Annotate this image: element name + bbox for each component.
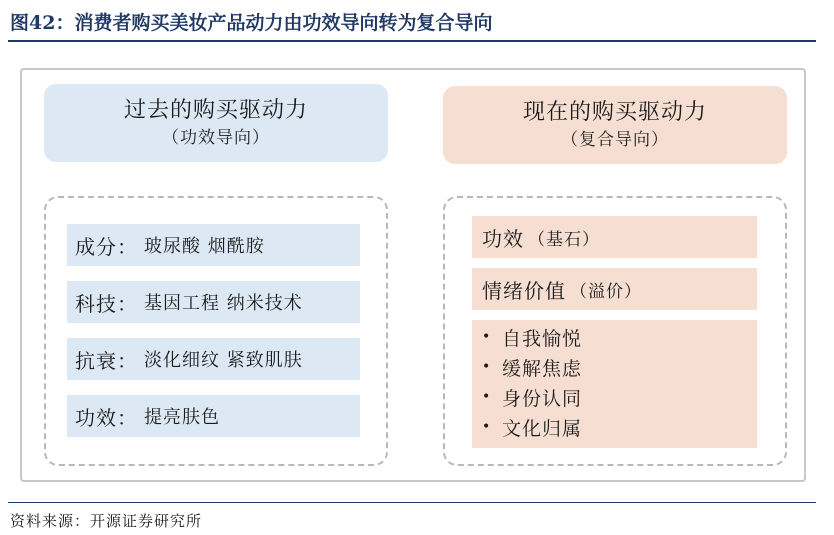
past-item-key: 抗衰： (75, 348, 138, 373)
present-item-key: 情绪价值 (482, 278, 566, 303)
past-item-value: 提亮肤色 (144, 407, 220, 428)
present-item-key: 功效 (482, 226, 524, 251)
past-item-key: 成分： (75, 234, 138, 259)
present-header (443, 86, 787, 164)
list-item-text: 自我愉悦 (502, 327, 583, 350)
source-note: 资料来源：开源证券研究所 (10, 512, 203, 530)
present-item-note: （基石） (528, 229, 600, 250)
bullet-icon: • (482, 389, 492, 405)
list-item-text: 缓解焦虑 (502, 357, 583, 380)
present-item-note: （溢价） (570, 281, 642, 302)
past-item-ingredients (67, 224, 360, 266)
list-item-text: 文化归属 (502, 417, 583, 440)
past-item-anti-aging (67, 338, 360, 380)
past-title: 过去的购买驱动力 (123, 98, 308, 123)
list-item (472, 412, 757, 442)
past-subtitle: （功效导向） (162, 128, 270, 148)
past-item-value: 玻尿酸 烟酰胺 (144, 236, 265, 257)
list-item (472, 322, 757, 352)
bullet-icon: • (482, 359, 492, 375)
bullet-icon: • (482, 419, 492, 435)
list-item (472, 352, 757, 382)
past-item-technology (67, 281, 360, 323)
emotional-value-list (472, 320, 757, 448)
present-item-emotional-value (472, 268, 757, 310)
title-divider (8, 40, 816, 42)
past-header (44, 84, 388, 162)
bullet-icon: • (482, 329, 492, 345)
past-item-key: 功效： (75, 405, 138, 430)
present-item-efficacy (472, 216, 757, 258)
past-item-value: 淡化细纹 紧致肌肤 (144, 350, 303, 371)
list-item-text: 身份认同 (502, 387, 583, 410)
source-divider (8, 502, 816, 503)
present-subtitle: （复合导向） (561, 130, 669, 150)
past-item-efficacy (67, 395, 360, 437)
present-title: 现在的购买驱动力 (522, 100, 707, 125)
past-item-value: 基因工程 纳米技术 (144, 293, 303, 314)
list-item (472, 382, 757, 412)
past-item-key: 科技： (75, 291, 138, 316)
figure-title: 图42：消费者购买美妆产品动力由功效导向转为复合导向 (10, 12, 493, 34)
